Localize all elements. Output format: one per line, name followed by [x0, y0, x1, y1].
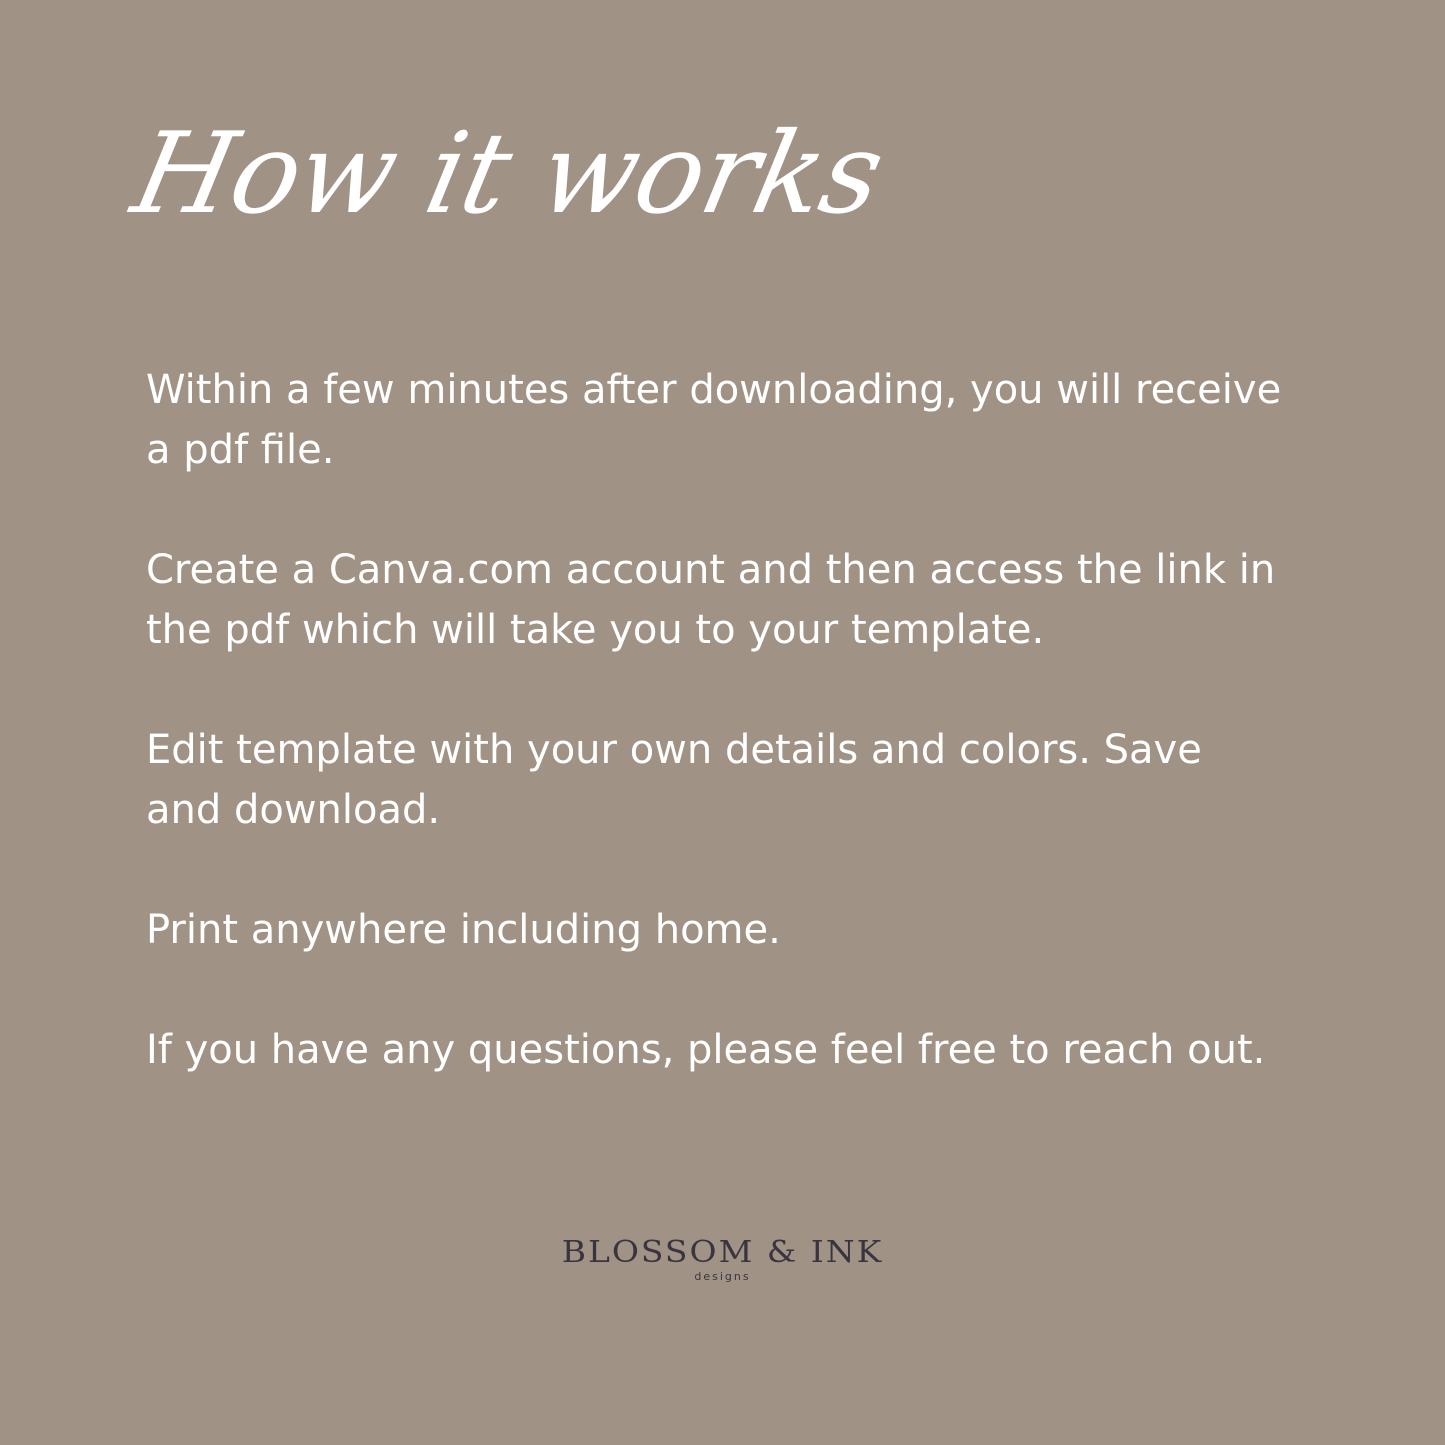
brand-name: BLOSSOM & INK	[561, 1234, 884, 1270]
instruction-paragraph-edit: Edit template with your own details and colors. Save and download.	[146, 727, 1202, 833]
instruction-paragraph-print: Print anywhere including home.	[146, 907, 781, 953]
page-title: How it works	[122, 109, 894, 239]
instructions-content	[146, 360, 1286, 1140]
brand-logo	[0, 1232, 1445, 1283]
instruction-paragraph-canva: Create a Canva.com account and then access the link in the pdf which will take you to your template.	[146, 547, 1276, 653]
instruction-paragraph-download: Within a few minutes after downloading, you will receive a pdf file.	[146, 367, 1282, 473]
instruction-paragraph-questions: If you have any questions, please feel free to reach out.	[146, 1027, 1266, 1073]
brand-subtitle: designs	[694, 1270, 751, 1283]
